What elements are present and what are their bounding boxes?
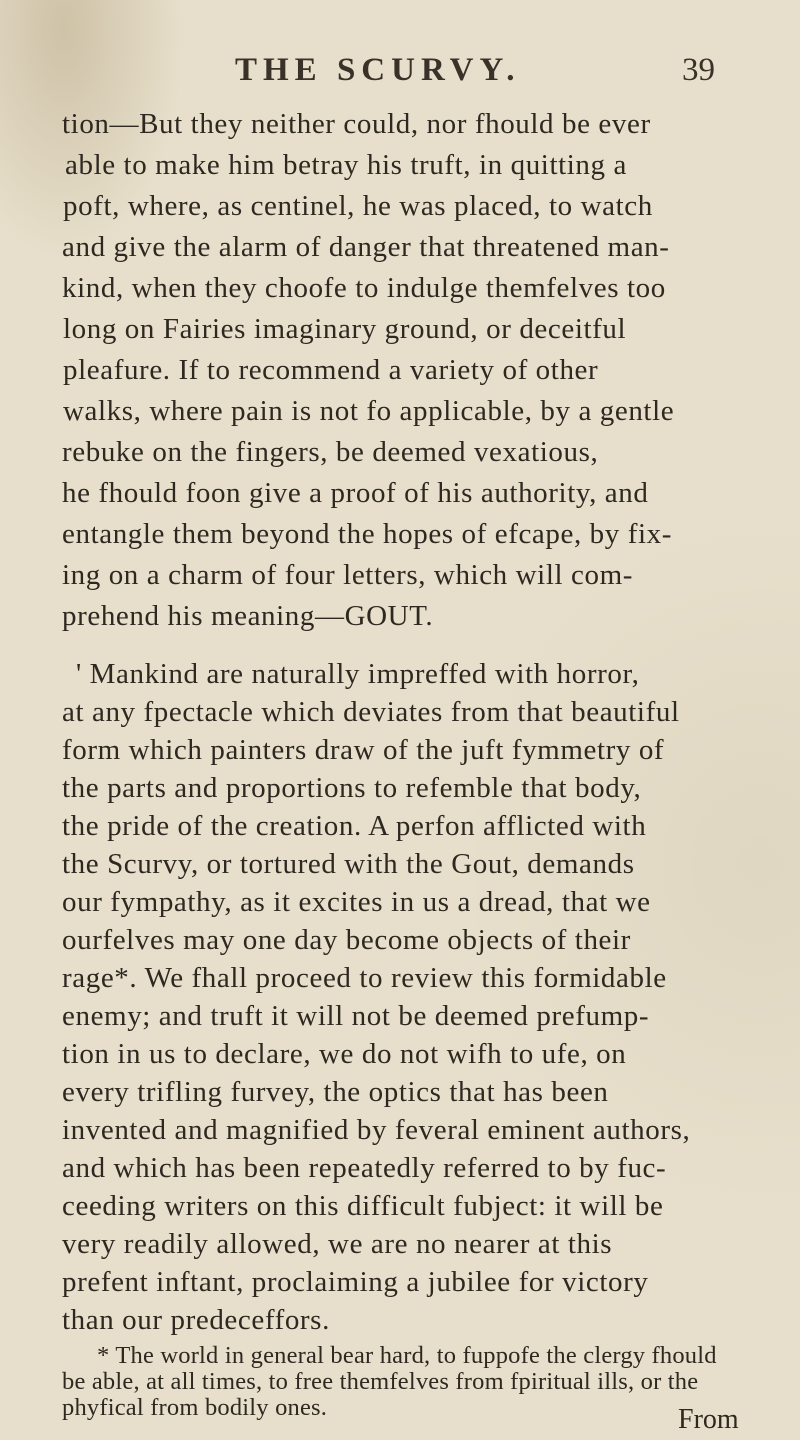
text-line: ' Mankind are naturally impreffed with horror, (76, 658, 640, 690)
text-line: kind, when they choofe to indulge themfelves too (62, 272, 666, 304)
text-line: long on Fairies imaginary ground, or deceitful (63, 313, 627, 345)
text-line: tion—But they neither could, nor fhould be ever (62, 108, 651, 140)
text-line: the pride of the creation. A perfon afflicted with (62, 810, 647, 842)
text-line: our fympathy, as it excites in us a dread, that we (62, 886, 651, 918)
footnote-line: * The world in general bear hard, to fuppofe the clergy fhould (97, 1342, 717, 1369)
text-line: and which has been repeatedly referred to by fuc- (62, 1152, 667, 1184)
text-line: invented and magnified by feveral eminent authors, (62, 1114, 691, 1146)
page-number: 39 (682, 52, 715, 88)
text-line: pleafure. If to recommend a variety of other (63, 354, 599, 386)
text-line: rage*. We fhall proceed to review this formidable (62, 962, 667, 994)
text-line: every trifling furvey, the optics that has been (62, 1076, 609, 1108)
text-line: than our predeceffors. (62, 1304, 330, 1336)
footnote-line: phyfical from bodily ones. (62, 1394, 328, 1421)
text-line: and give the alarm of danger that threatened man- (62, 231, 670, 263)
text-line: ourfelves may one day become objects of their (62, 924, 631, 956)
text-line: ing on a charm of four letters, which will com- (62, 559, 633, 591)
text-line: rebuke on the fingers, be deemed vexatious, (62, 436, 599, 468)
text-line: ceeding writers on this difficult fubject: it will be (62, 1190, 664, 1222)
text-line: prefent inftant, proclaiming a jubilee for victory (62, 1266, 649, 1298)
text-line: at any fpectacle which deviates from that beautiful (62, 696, 680, 728)
text-line: the parts and proportions to refemble that body, (62, 772, 642, 804)
text-line: he fhould foon give a proof of his authority, and (62, 477, 649, 509)
text-line: able to make him betray his truft, in quitting a (65, 149, 627, 181)
text-line: very readily allowed, we are no nearer at this (62, 1228, 613, 1260)
text-line: enemy; and truft it will not be deemed prefump- (62, 1000, 650, 1032)
running-head (235, 52, 735, 96)
catchword: From (678, 1404, 739, 1435)
text-line: walks, where pain is not fo applicable, by a gentle (63, 395, 675, 427)
running-title: THE SCURVY. (235, 52, 521, 88)
text-line: form which painters draw of the juft fymmetry of (62, 734, 665, 766)
text-line: tion in us to declare, we do not wifh to ufe, on (62, 1038, 627, 1070)
text-line: the Scurvy, or tortured with the Gout, demands (62, 848, 635, 880)
text-line: poft, where, as centinel, he was placed, to watch (63, 190, 653, 222)
text-line: entangle them beyond the hopes of efcape, by fix- (62, 518, 672, 550)
footnote-line: be able, at all times, to free themfelves from fpiritual ills, or the (62, 1368, 699, 1395)
text-line: prehend his meaning—GOUT. (62, 600, 434, 632)
